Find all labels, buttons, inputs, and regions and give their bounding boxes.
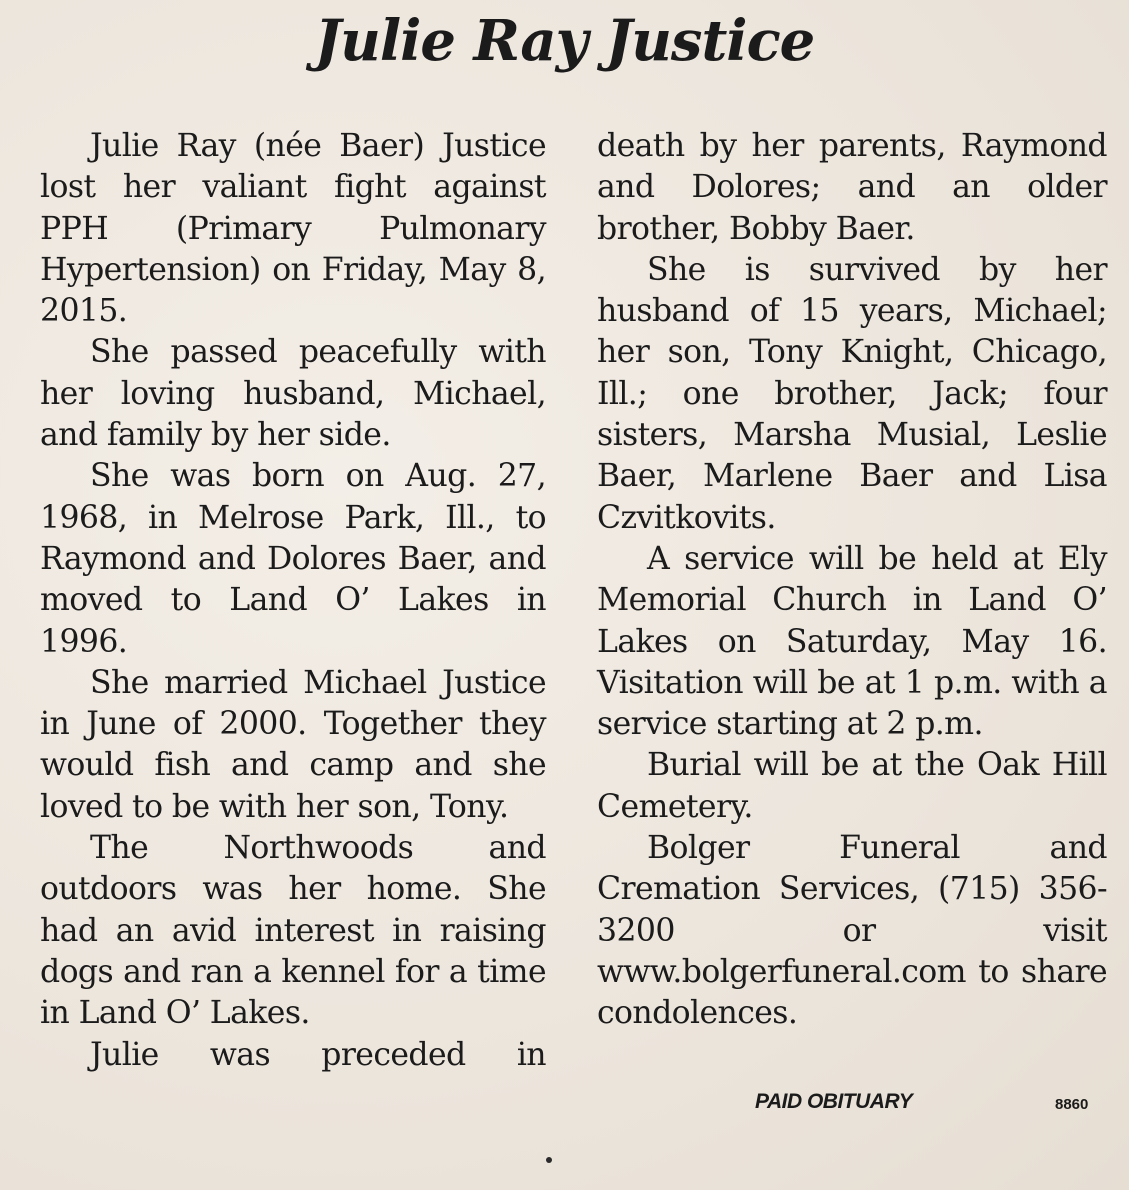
paragraph-7: She is survived by her husband of 15 years, Michael; her son, Tony Knight, Chicago, Ill.; one brother, Jack; four sisters, Marsha Musial, Leslie Baer, Marlene Baer and Lisa Czvitkovits. [597,251,1107,536]
paragraph-6: Julie was preceded in [90,1036,546,1073]
left-column [40,126,546,1076]
ad-code: 8860 [1055,1096,1089,1113]
paragraph-1: Julie Ray (née Baer) Justice lost her valiant fight against PPH (Primary Pulmonary Hypertension) on Friday, May 8, 2015. [40,128,546,330]
paragraph-4: She married Michael Justice in June of 2000. Together they would fish and camp and she loved to be with her son, Tony. [40,664,546,825]
right-column [597,126,1107,1035]
paid-obituary-label: PAID OBITUARY [755,1090,913,1113]
paragraph-5: The Northwoods and outdoors was her home. She had an avid interest in raising dogs and ran a kennel for a time in Land O’ Lakes. [40,830,546,1032]
paragraph-6-continued: death by her parents, Raymond and Dolores; and an older brother, Bobby Baer. [597,128,1107,247]
paragraph-10: Bolger Funeral and Cremation Services, (715) 356-3200 or visit www.bolgerfuneral.com to share condolences. [597,830,1107,1032]
paragraph-2: She passed peacefully with her loving husband, Michael, and family by her side. [40,334,546,454]
paragraph-9: Burial will be at the Oak Hill Cemetery. [597,747,1107,825]
obituary-title: Julie Ray Justice [314,8,815,74]
paragraph-8: A service will be held at Ely Memorial Church in Land O’ Lakes on Saturday, May 16. Visitation will be at 1 p.m. with a service starting at 2 p.m. [597,540,1107,743]
paragraph-3: She was born on Aug. 27, 1968, in Melrose Park, Ill., to Raymond and Dolores Baer, and moved to Land O’ Lakes in 1996. [40,458,546,660]
ink-speck [546,1157,552,1163]
